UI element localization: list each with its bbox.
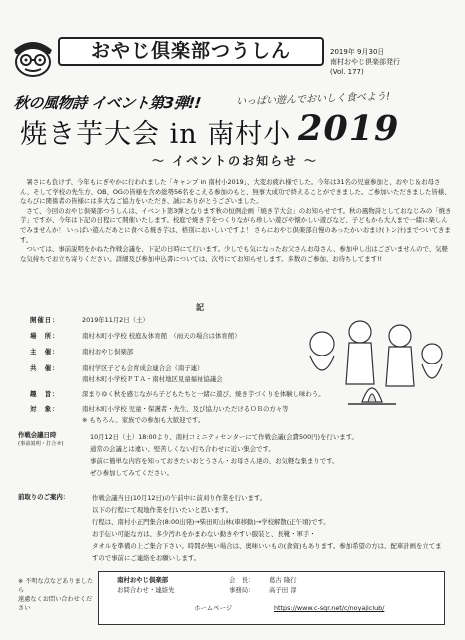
detail-value: 南村木町小学校 校庭＆体育館 （雨天の場合は体育館） (82, 332, 241, 340)
inquiry-line: ※ 不明な点などありましたら (18, 578, 94, 594)
publication-date: 2019年 9月30日 (330, 48, 385, 56)
detail-key (30, 375, 82, 384)
detail-key: 趣 旨： (30, 390, 60, 398)
intro-text (20, 178, 452, 264)
detail-key: 開催日： (30, 316, 60, 324)
meeting-label-block (18, 431, 88, 450)
club-logo-face-icon (10, 36, 56, 78)
detail-value: 南村学区子ども会育成会連合会（南子連） (82, 364, 204, 372)
detail-row-note (30, 416, 437, 425)
contact-role-office: 事務局： (229, 586, 255, 594)
detail-value: 南村木町小学校 児童・保護者・先生、及び協力いただけるＯＢの方々等 (82, 405, 289, 413)
prework-line: タオルを準備の上ご集合下さい。時間が無い場合は、奥味いいもの(食資)もあります。参加希望の方は、配車計画を立てますので事前にご連絡をお願いします。 (92, 542, 442, 562)
contact-box (98, 571, 445, 625)
meeting-line: 事前に簡単な内容を知っておきたいおとうさん・お母さん達の、お気軽な集まりです。 (90, 457, 339, 465)
event-tag: 秋の風物詩 イベント第3弾!! (13, 94, 202, 112)
detail-key: 場 所： (30, 332, 60, 340)
prework-line: 以下の行程にて現地作業を行いたいと思います。 (92, 506, 233, 514)
contact-role-president: 会 長： (229, 576, 255, 584)
detail-value: 深まりゆく秋を感じながら子どもたちと一緒に遊び、焼き芋づくりを体験し味わう。 (82, 390, 325, 398)
meeting-line: ぜひ参加してみてください。 (90, 469, 174, 477)
detail-key: 共 催： (30, 364, 60, 372)
detail-value: 南村木町小学校ＰＴＡ・南村地区見童福祉協議会 (82, 375, 223, 383)
meeting-line: 10月12日（土）18:00より、南村コミニティセンターにて作戦会議(会費500円)を行います。 (90, 433, 358, 441)
intro-paragraph: さて、今回のおやじ倶楽部つうしんは、イベント第3弾となります秋の恒例企画「焼き芋大会」のお知らせです。秋の風物詩としておなじみの「焼き芋」ですが、今年は下記の日程にて開催いたします。校庭で焼き芋をつくりながら珍しい遊びや懐かしい遊びなど、子どもから大人まで一緒に楽しんでみませんか！ いっぱい遊んだあとに食べる焼き芋は、格別においしいですよ！ さらにおやじ倶楽部自慢のあったかいおまけ(トン汁)までついてきます。 (20, 206, 452, 244)
meeting-text (90, 431, 450, 479)
contact-name-office: 高子田 淳 (269, 586, 297, 594)
contact-name-president: 葛古 隆行 (269, 576, 297, 584)
event-tagline: いっぱい遊んでおいしく食べよう! (235, 91, 391, 108)
contact-label: お問合わせ・連絡先 (117, 586, 175, 594)
volume-number: (Vol. 177) (330, 68, 364, 76)
prework-line: 行程は、南村小正門集合(8:00出発)→柴田町山林(車移動)→学校解散(正午頃)です。 (92, 518, 330, 526)
detail-value: ※ もちろん、家族での参加も大歓迎です。 (82, 416, 205, 424)
bonfire-kids-illustration-icon (300, 314, 450, 406)
details-heading: 記 (196, 303, 204, 312)
inquiry-line: 遠慮なくお問い合わせください (18, 596, 93, 612)
publication-info (330, 47, 460, 77)
detail-key: 対 象： (30, 405, 60, 413)
prework-line: お手伝い可能な方は、多少汚れをかまわない動きやすい服装と、長靴・軍手・ (92, 530, 316, 538)
intro-paragraph: ついては、事前説明をかねた作戦会議を、下記の日時にて行います。少しでも気になったお父さんお母さん、参加申し出はございませんので、気軽な気持ちでお立ち寄りください。詳細及び参加申込書については、次号にてお知らせします。多数のご参加、お待ちしてます!! (20, 245, 448, 263)
detail-row-target (30, 405, 437, 414)
meeting-sublabel: (事前説明・打合せ) (18, 441, 64, 448)
meeting-label: 作戦会議日時 (18, 431, 57, 439)
detail-value: 南村おやじ倶楽部 (82, 348, 134, 356)
prework-text (92, 492, 447, 564)
inquiry-note (18, 577, 98, 613)
prework-line: 作戦会議当日(10月12日)の午前中に前刈り作業を行います。 (92, 494, 267, 502)
notice-heading: ～ イベントのお知らせ ～ (152, 154, 318, 168)
newsletter-brand-title: おやじ倶楽部つうしん (58, 37, 324, 66)
homepage-label: ホームページ (194, 604, 233, 612)
event-title: 焼き芋大会 in 南村小 (20, 119, 292, 150)
detail-key (30, 416, 82, 425)
meeting-line: 通常の会議とは違い、堅苦しくない打ち合わせに近い集会です。 (90, 445, 275, 453)
publisher: 南村おやじ倶楽部発行 (330, 58, 400, 66)
detail-key: 主 催： (30, 348, 60, 356)
event-year: 2019 (298, 108, 400, 149)
intro-paragraph: 暑さにも負けず、今年もにぎやかに行われました「キャンプ in 南村小2019」、大変お疲れ様でした。今年は31名の児童参加と、おやじ＆お母さん、そして学校の先生方、OB、OGの皆様を含め総勢56名をこえる参加のもと、無事大成功で終えることができました。ご参加いただきました皆様、ならびに関係者の皆様には多大なご協力をいただき、誠にありがとうございました。 (20, 178, 451, 206)
detail-value: 2019年11月2日（土） (82, 316, 149, 324)
contact-org: 南村おやじ倶楽部 (117, 576, 169, 584)
homepage-link[interactable]: https://www.c-sqr.net/c/noyajiclub/ (274, 604, 385, 612)
prework-label: 前取りのご案内： (18, 493, 70, 501)
